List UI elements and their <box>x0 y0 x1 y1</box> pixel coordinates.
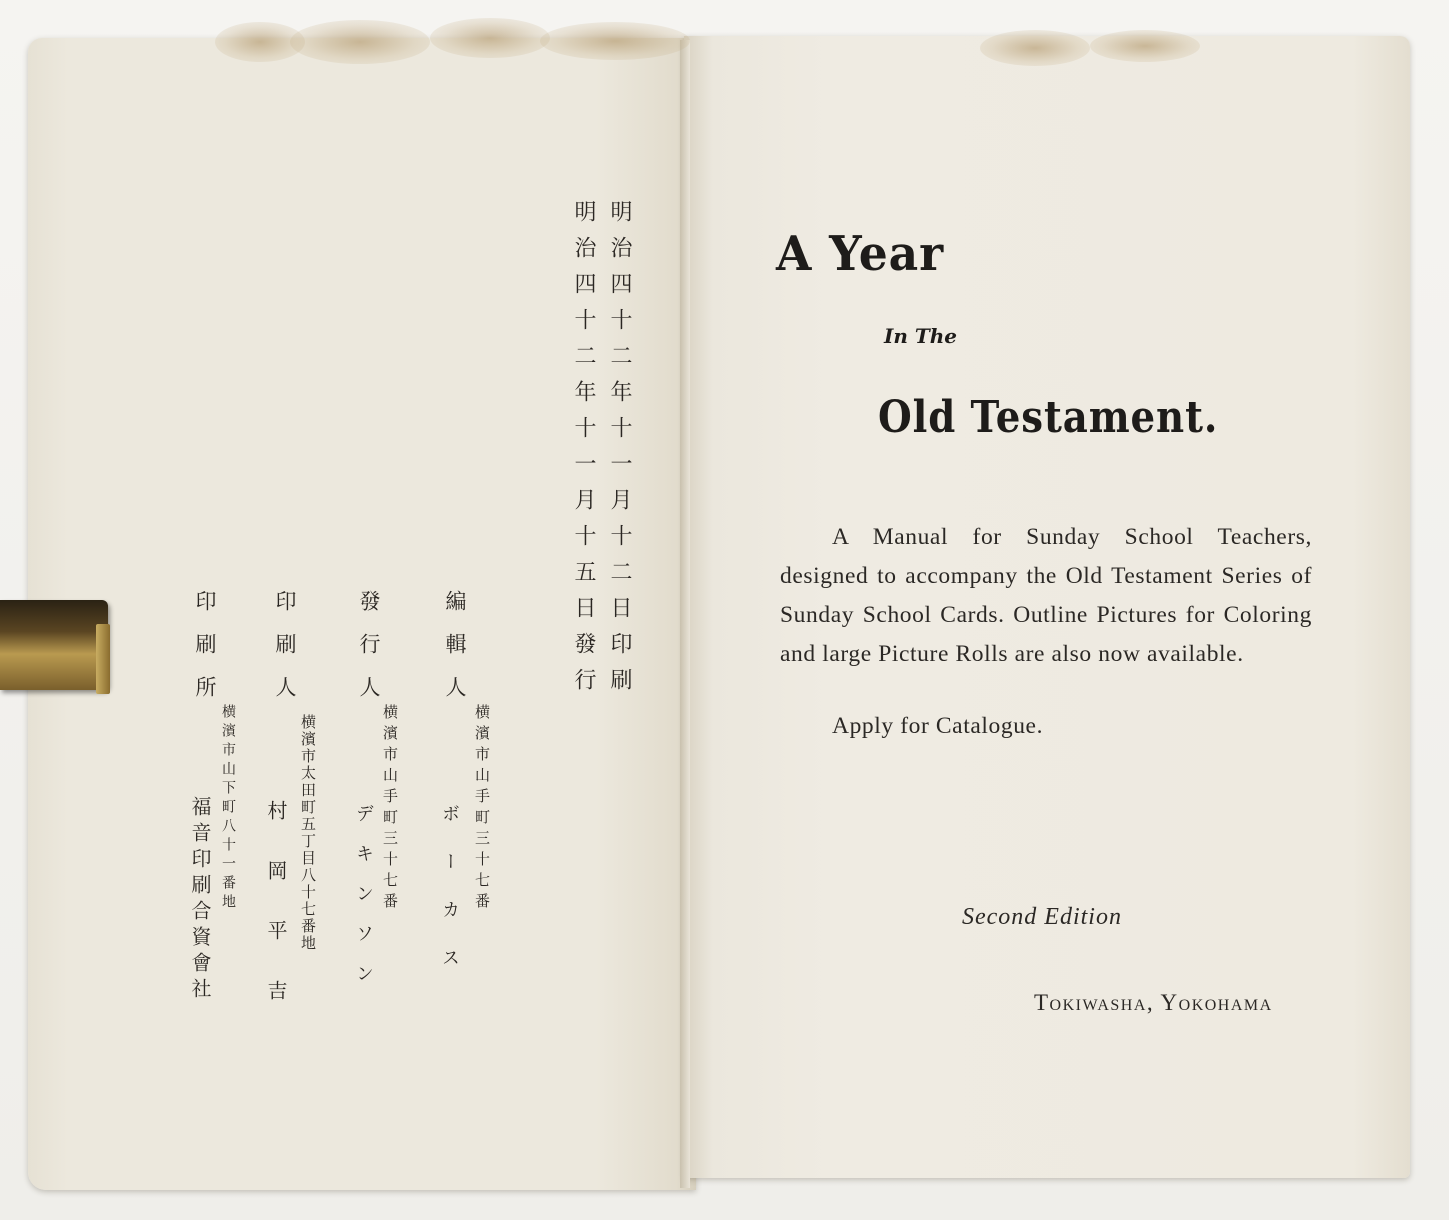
publisher-name: デキンソン <box>353 804 374 1004</box>
title-line-1: A Year <box>776 226 945 282</box>
publisher-address: 横濱市山手町三十七番 <box>381 704 399 914</box>
editor-name: ボーカス <box>439 804 460 996</box>
printshop-name: 福音印刷合資會社 <box>188 796 212 1004</box>
printer-address: 横濱市太田町五丁目八十七番地 <box>299 714 317 952</box>
water-stain <box>290 20 430 64</box>
book-spine <box>680 40 690 1188</box>
water-stain <box>430 18 550 58</box>
printer-name: 村岡平吉 <box>264 800 288 1040</box>
edition-label: Second Edition <box>962 904 1122 930</box>
water-stain <box>540 22 690 60</box>
publish-date: 明治四十二年十一月十五日發行 <box>571 200 596 704</box>
title-line-2: In The <box>884 324 958 348</box>
title-line-3: Old Testament. <box>878 392 1219 443</box>
description-paragraph: A Manual for Sunday School Teachers, designed to accompany the Old Testament Series of Sunday School Cards. Outline Pictures for Coloring and large Picture Rolls are also now available. <box>780 524 1312 667</box>
printshop-address: 横濱市山下町八十一番地 <box>220 704 236 913</box>
binder-clip-band <box>96 624 110 694</box>
water-stain <box>1090 30 1200 62</box>
printer-label: 印刷人 <box>273 590 297 719</box>
publisher-label: 發行人 <box>357 590 381 719</box>
water-stain <box>980 30 1090 66</box>
print-date: 明治四十二年十一月十二日印刷 <box>607 200 632 704</box>
printshop-label: 印刷所 <box>193 590 217 719</box>
binder-clip <box>0 600 108 690</box>
apply-note: Apply for Catalogue. <box>832 713 1044 739</box>
publisher-imprint: Tokiwasha, Yokohama <box>1034 990 1273 1015</box>
editor-label: 編輯人 <box>443 590 467 719</box>
editor-address: 横濱市山手町三十七番 <box>473 704 491 914</box>
